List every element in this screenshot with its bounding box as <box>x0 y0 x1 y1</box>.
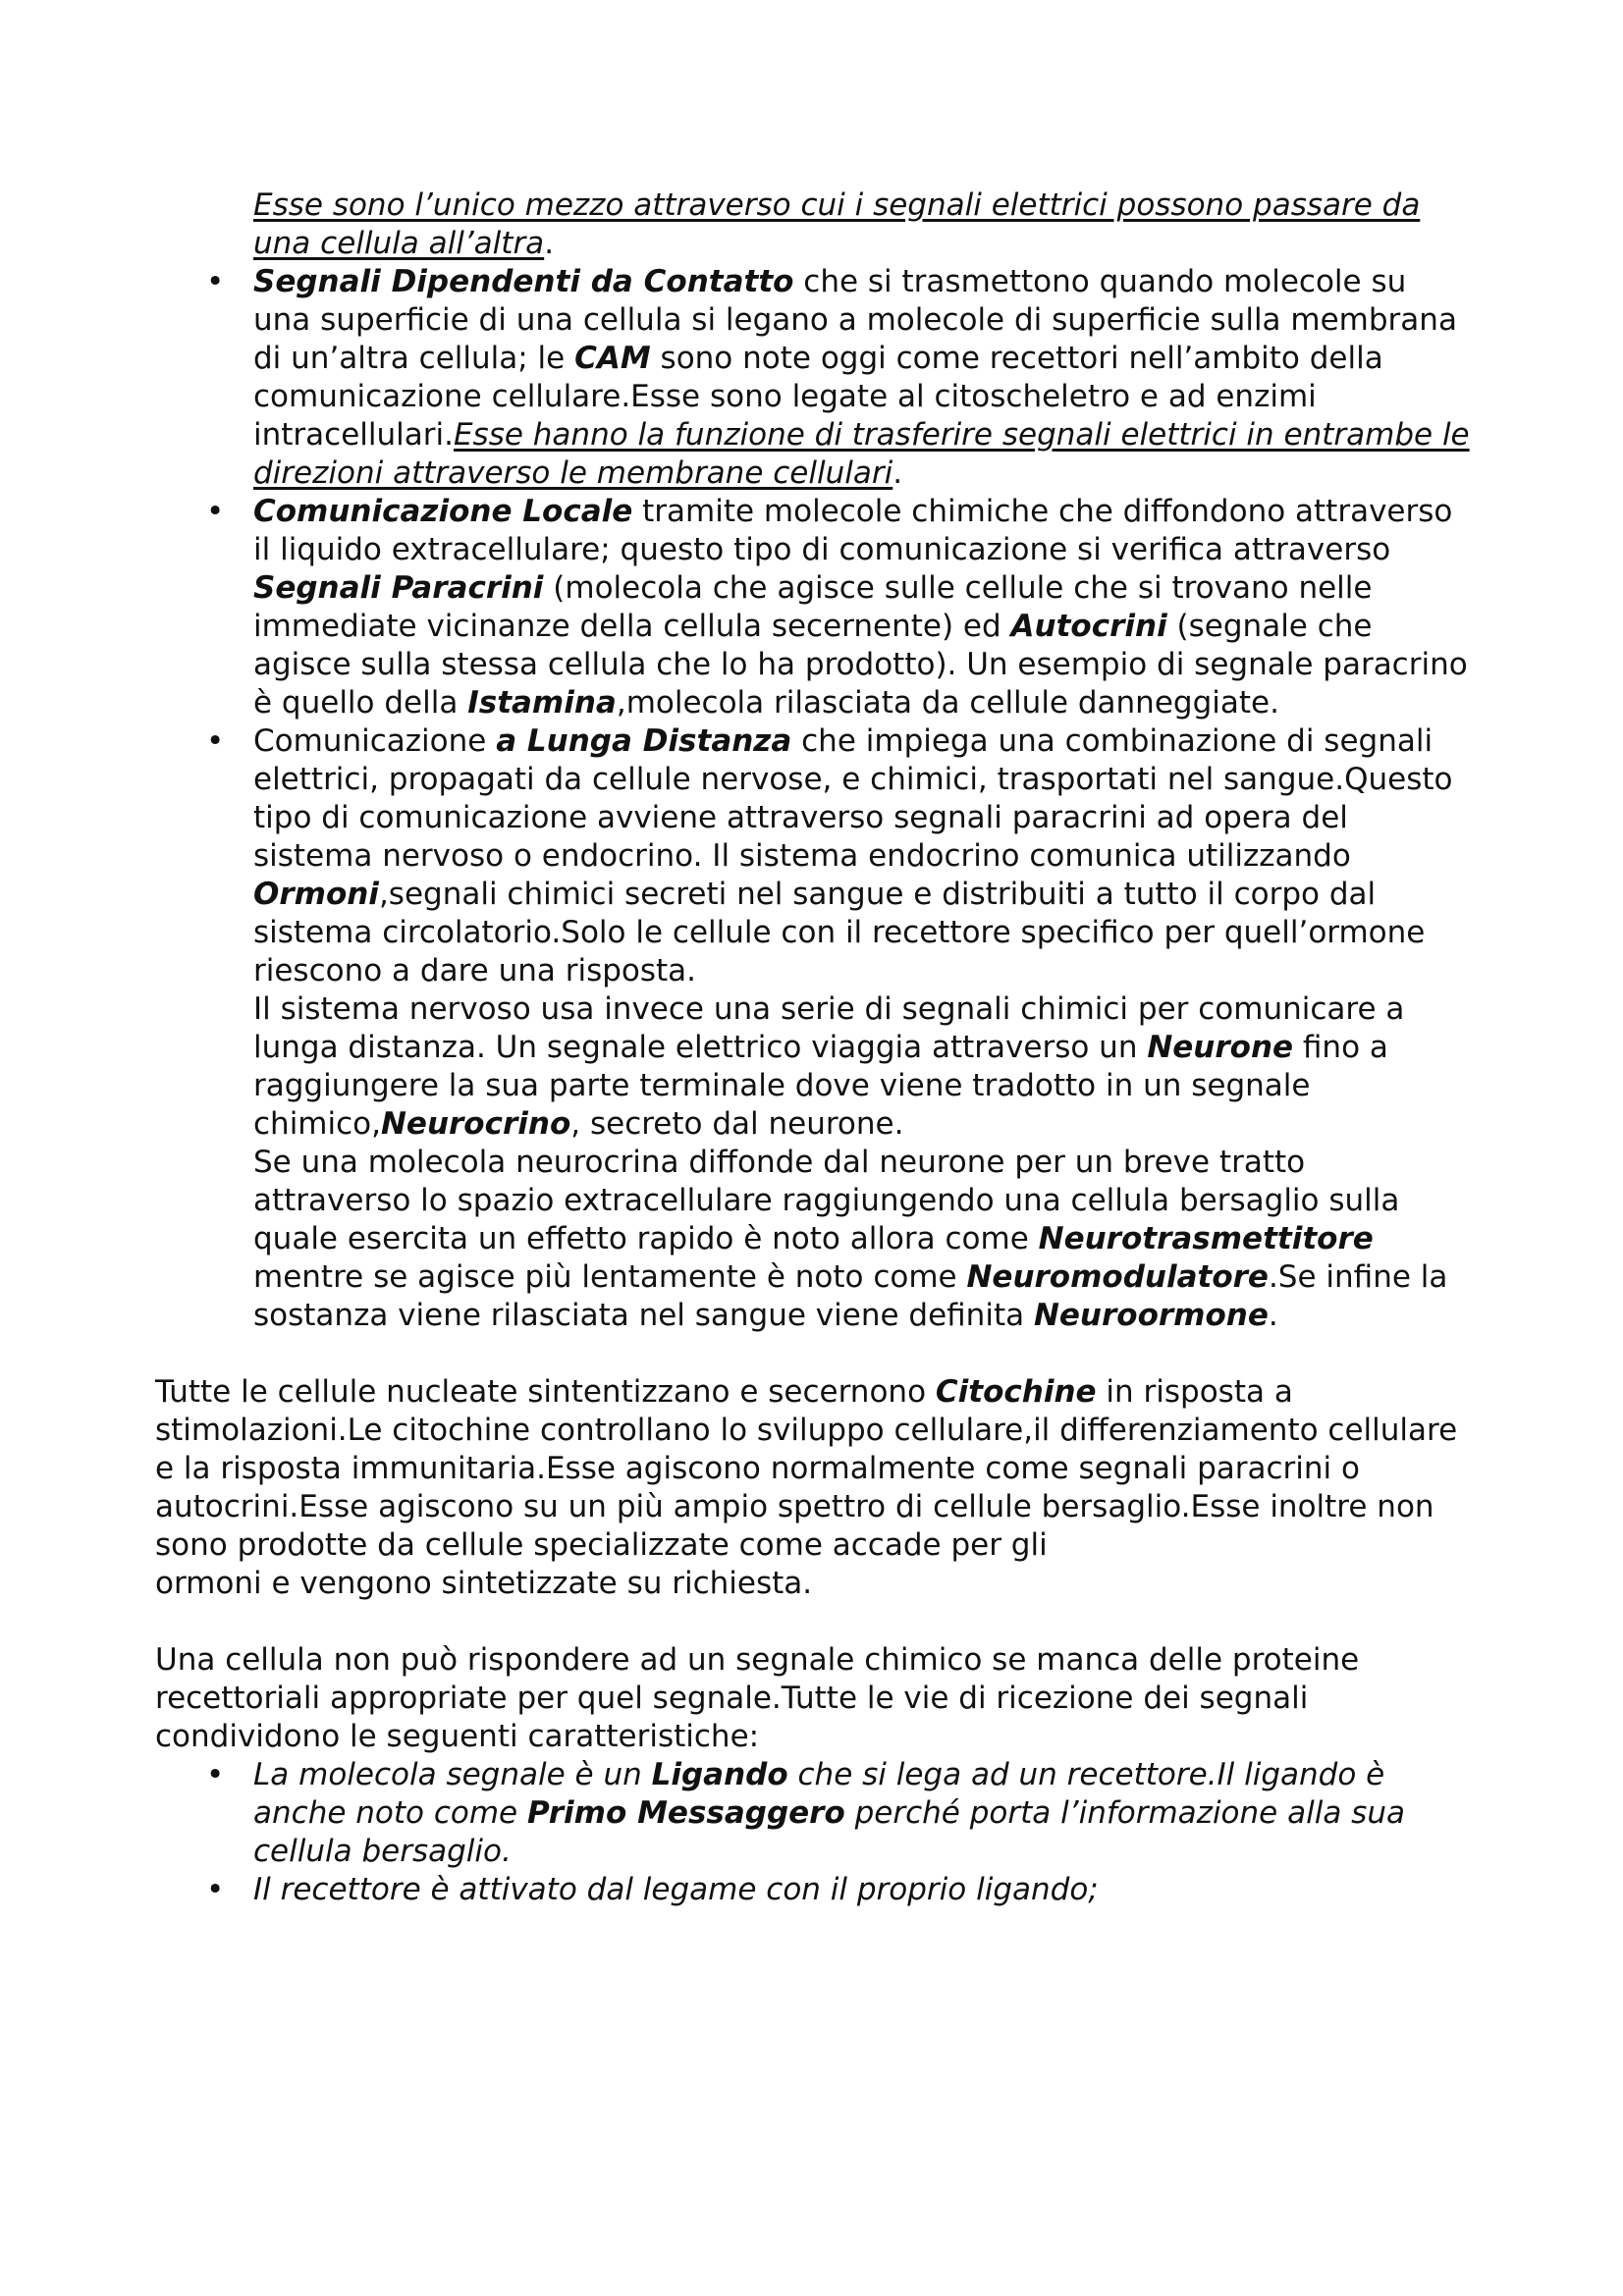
body-text <box>155 187 1471 1909</box>
bullet-list-receptors <box>155 1756 1471 1909</box>
term-histamine: Istamina <box>467 685 617 721</box>
text: ,molecola rilasciata da cellule danneggiate. <box>616 685 1279 721</box>
paragraph-neurocrine <box>155 1144 1471 1335</box>
text: ,segnali chimici secreti nel sangue e distribuiti a tutto il corpo dal sistema circolatorio.Solo le cellule con il recettore specifico per quell’ormone riescono a dare una risposta. <box>253 877 1426 988</box>
paragraph-receptors-intro: Una cellula non può rispondere ad un segnale chimico se manca delle proteine recettoriali appropriate per quel segnale.Tutte le vie di ricezione dei segnali condividono le seguenti caratteristiche: <box>155 1642 1360 1754</box>
term-autocrine: Autocrini <box>1010 609 1167 644</box>
list-item-receptor-activation <box>155 1871 1471 1909</box>
text: che impiega una combinazione di segnali elettrici, propagati da cellule nervose, e chimici, trasportati nel sangue.Questo tipo di comunicazione avviene attraverso segnali paracrini ad opera del sistema nervoso o endocrino. Il sistema endocrino comunica utilizzando <box>253 723 1453 874</box>
term-cam: CAM <box>574 341 651 376</box>
period: . <box>893 455 903 491</box>
gap-junction-continuation <box>155 187 1471 263</box>
term-first-messenger: Primo Messaggero <box>527 1795 845 1831</box>
term-neurocrine: Neurocrino <box>380 1106 571 1142</box>
text: Comunicazione <box>253 723 497 759</box>
text: Il sistema nervoso usa invece una serie di segnali chimici per comunicare a lunga distanza. Un segnale elettrico viaggia attraverso un <box>253 991 1405 1065</box>
period: . <box>544 226 555 261</box>
term-neuron: Neurone <box>1147 1030 1294 1065</box>
term-neurohormone: Neuroormone <box>1033 1298 1269 1333</box>
text: fino a raggiungere la sua parte terminale dove viene tradotto in un segnale chimico, <box>253 1030 1388 1142</box>
text: in risposta a stimolazioni.Le citochine controllano lo sviluppo cellulare,il differenziamento cellulare e la risposta immunitaria.Esse agiscono normalmente come segnali paracrini o autocrini.Esse agiscono su un più ampio spettro di cellule bersaglio.Esse inoltre non sono prodotte da cellule specializzate come accade per gli <box>155 1374 1458 1563</box>
text: , secreto dal neurone. <box>570 1106 904 1142</box>
term-cytokines: Citochine <box>935 1374 1097 1410</box>
text: mentre se agisce più lentamente è noto come <box>253 1259 967 1295</box>
term-contact-signals: Segnali Dipendenti da Contatto <box>253 264 794 299</box>
text: (molecola che agisce sulle cellule che si trovano nelle immediate vicinanze della cellula secernente) ed <box>253 570 1373 644</box>
paragraph-spacer <box>155 1335 1471 1373</box>
term-hormones: Ormoni <box>253 877 379 912</box>
underlined-text: Esse hanno la funzione di trasferire segnali elettrici in entrambe le direzioni attraverso le membrane cellulari <box>253 417 1470 491</box>
text: che si lega ad un recettore.Il ligando è anche noto come <box>253 1757 1385 1831</box>
text: Il recettore è attivato dal legame con il proprio ligando; <box>253 1872 1099 1907</box>
list-item-contact-signals <box>155 263 1471 493</box>
term-neuromodulator: Neuromodulatore <box>966 1259 1269 1295</box>
list-item-ligand <box>155 1756 1471 1871</box>
text: perché porta l’informazione alla sua cellula bersaglio. <box>253 1795 1405 1869</box>
text: La molecola segnale è un <box>253 1757 652 1792</box>
text: tramite molecole chimiche che diffondono attraverso il liquido extracellulare; questo tipo di comunicazione si verifica attraverso <box>253 494 1453 567</box>
text: .Se infine la sostanza viene rilasciata nel sangue viene definita <box>253 1259 1448 1333</box>
term-local-communication: Comunicazione Locale <box>253 494 633 529</box>
term-long-distance: a Lunga Distanza <box>496 723 792 759</box>
paragraph-cytokines-line2: ormoni e vengono sintetizzate su richiesta. <box>155 1566 813 1601</box>
paragraph-nervous-system <box>155 990 1471 1144</box>
term-paracrine: Segnali Paracrini <box>253 570 544 606</box>
term-ligand: Ligando <box>651 1757 788 1792</box>
text: (segnale che agisce sulla stessa cellula che lo ha prodotto). Un esempio di segnale paracrino è quello della <box>253 609 1468 721</box>
text: . <box>1268 1298 1278 1333</box>
text: che si trasmettono quando molecole su una superficie di una cellula si legano a molecole di superficie sulla membrana di un’altra cellula; le <box>253 264 1457 376</box>
text: sono note oggi come recettori nell’ambito della comunicazione cellulare.Esse sono legate al citoscheletro e ad enzimi intracellulari. <box>253 341 1383 453</box>
paragraph-spacer <box>155 1603 1471 1641</box>
bullet-list <box>155 263 1471 990</box>
paragraph-cytokines <box>155 1373 1471 1565</box>
text: Se una molecola neurocrina diffonde dal neurone per un breve tratto attraverso lo spazio extracellulare raggiungendo una cellula bersaglio sulla quale esercita un effetto rapido è noto allora come <box>253 1145 1400 1256</box>
term-neurotransmitter: Neurotrasmettitore <box>1038 1221 1374 1256</box>
text: Tutte le cellule nucleate sintentizzano e secernono <box>155 1374 936 1410</box>
list-item-local-communication <box>155 493 1471 722</box>
list-item-long-distance <box>155 722 1471 990</box>
underlined-text: Esse sono l’unico mezzo attraverso cui i segnali elettrici possono passare da una cellula all’altra <box>253 187 1421 261</box>
